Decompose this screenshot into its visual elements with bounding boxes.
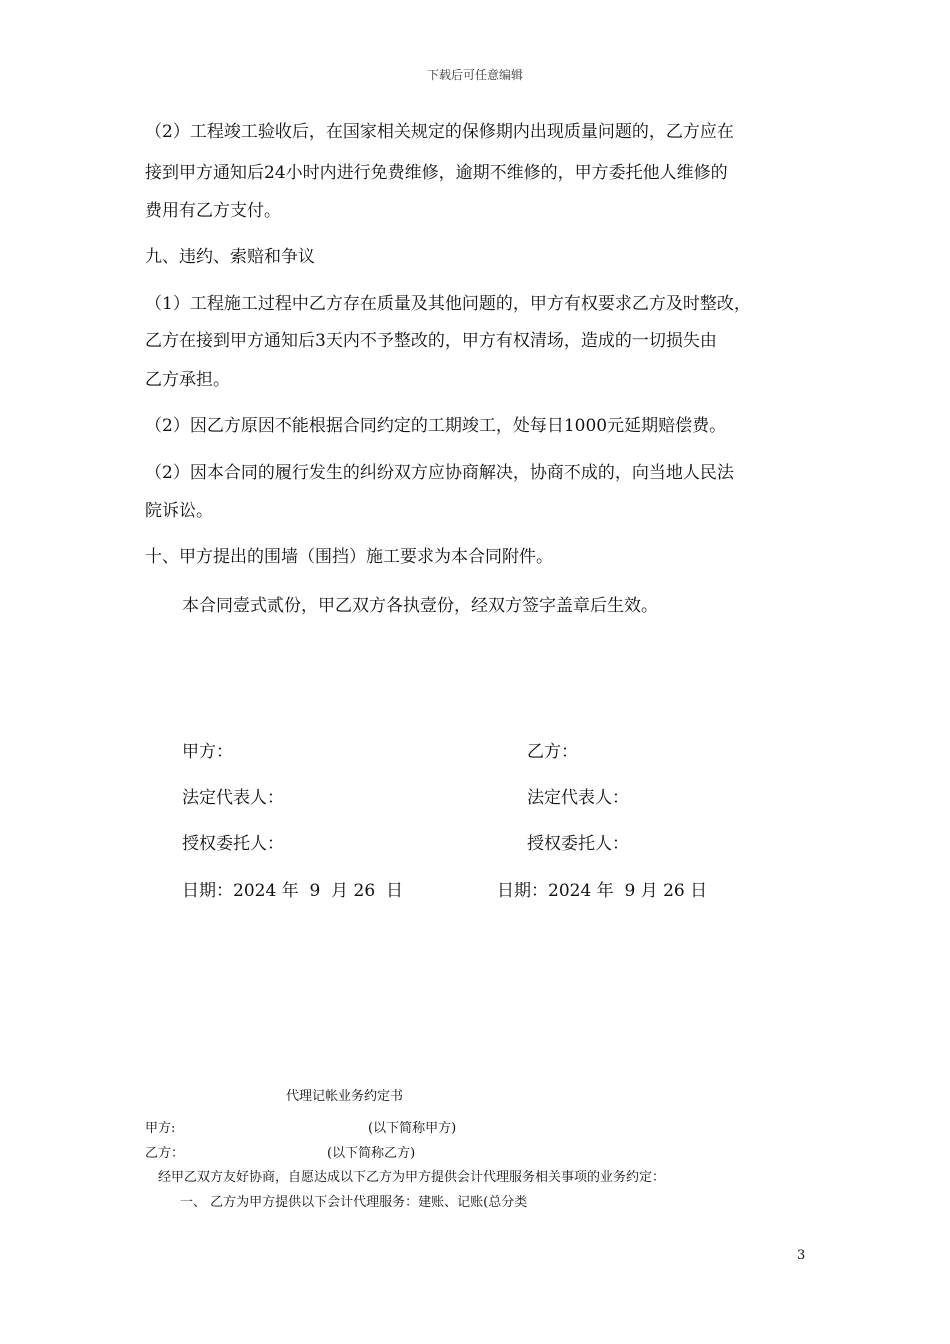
party-a-label: 甲方： (182, 742, 233, 762)
section-9-title: 九、违约、索赔和争议 (145, 247, 315, 267)
page-header: 下载后可任意编辑 (426, 68, 523, 82)
appendix-party-b-label: 乙方： (145, 1146, 185, 1161)
page-number: 3 (797, 1248, 806, 1263)
appendix-party-a-label: 甲方: (145, 1121, 176, 1136)
clause-9-2: （2）因乙方原因不能根据合同约定的工期竣工，处每日1000元延期赔偿费。 (145, 416, 727, 436)
appendix-title: 代理记帐业务约定书 (286, 1089, 404, 1104)
clause-9-1-line-2: 乙方在接到甲方通知后3天内不予整改的，甲方有权清场，造成的一切损失由 (145, 331, 717, 351)
clause-9-3-line-2: 院诉讼。 (145, 501, 213, 521)
clause-8-2-line-2: 接到甲方通知后24小时内进行免费维修，逾期不维修的，甲方委托他人维修的 (145, 163, 728, 183)
appendix-party-b-note: (以下简称乙方) (327, 1146, 416, 1161)
party-a-date: 日期：2024 年 9 月 26 日 (182, 881, 403, 901)
clause-9-1-line-3: 乙方承担。 (145, 370, 230, 390)
party-b-rep: 法定代表人： (527, 788, 629, 808)
appendix-party-a-note: (以下简称甲方) (368, 1121, 457, 1136)
party-a-rep: 法定代表人： (182, 788, 284, 808)
clause-9-3-line-1: （2）因本合同的履行发生的纠纷双方应协商解决，协商不成的，向当地人民法 (145, 463, 734, 483)
appendix-intro: 经甲乙双方友好协商，自愿达成以下乙方为甲方提供会计代理服务相关事项的业务约定： (158, 1170, 666, 1185)
section-10: 十、甲方提出的围墙（围挡）施工要求为本合同附件。 (145, 547, 553, 567)
appendix-item-1: 一、 乙方为甲方提供以下会计代理服务：建账、记账(总分类 (180, 1195, 528, 1210)
closing-statement: 本合同壹式贰份，甲乙双方各执壹份，经双方签字盖章后生效。 (182, 596, 658, 616)
clause-8-2-line-1: （2）工程竣工验收后，在国家相关规定的保修期内出现质量问题的，乙方应在 (145, 122, 734, 142)
party-b-label: 乙方： (527, 742, 578, 762)
party-b-agent: 授权委托人： (527, 834, 629, 854)
clause-8-2-line-3: 费用有乙方支付。 (145, 201, 281, 221)
clause-9-1-line-1: （1）工程施工过程中乙方存在质量及其他问题的，甲方有权要求乙方及时整改， (145, 294, 751, 314)
party-b-date: 日期：2024 年 9 月 26 日 (497, 881, 708, 901)
party-a-agent: 授权委托人： (182, 834, 284, 854)
